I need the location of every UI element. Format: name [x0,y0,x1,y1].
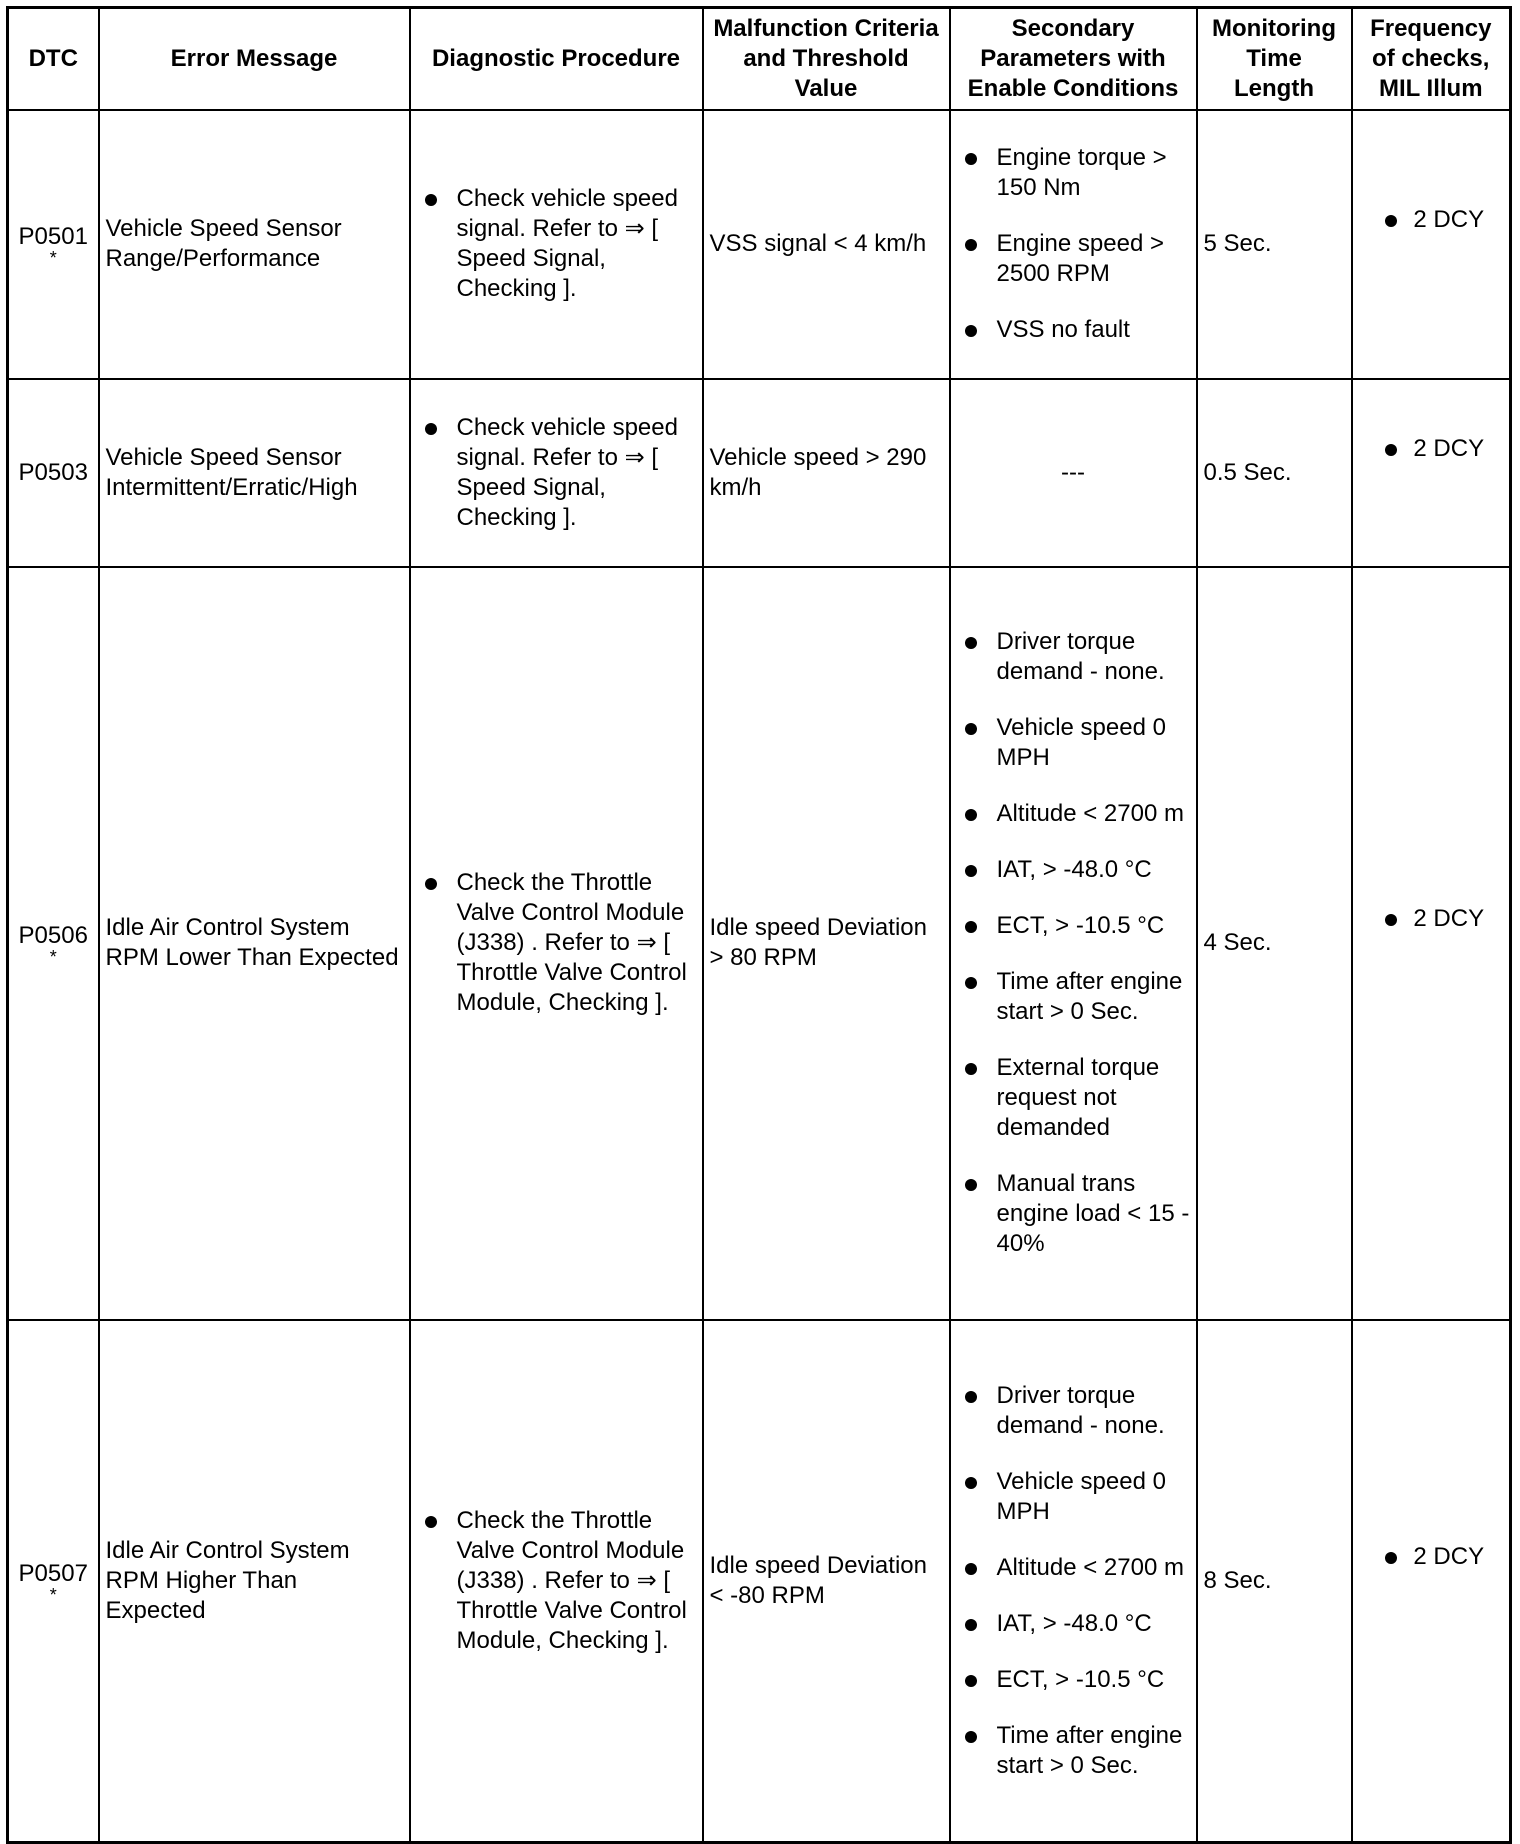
list-item [957,1467,1190,1527]
frequency: 2 DCY [1413,206,1485,233]
list-item [957,1553,1190,1583]
header-diagnostic-procedure: Diagnostic Procedure [410,8,703,110]
list-item [957,1381,1190,1441]
list-item [957,911,1190,941]
frequency: 2 DCY [1413,434,1485,462]
parameter: Engine speed > 2500 RPM [996,230,1164,287]
parameter: IAT, > -48.0 °C [996,856,1152,883]
header-malfunction-criteria: Malfunction Criteria and Threshold Value [703,8,950,110]
bullet-icon [965,1179,977,1191]
list-item [957,799,1190,829]
monitoring-time: 8 Sec. [1197,1320,1352,1843]
list-item [957,855,1190,885]
malfunction-criteria: Idle speed Deviation < -80 RPM [703,1320,950,1843]
parameter: Time after engine start > 0 Sec. [996,1721,1183,1779]
list-item [417,413,696,533]
parameter: Time after engine start > 0 Sec. [996,968,1183,1025]
list-item [957,1053,1190,1143]
header-error-message: Error Message [99,8,410,110]
list-item [957,315,1190,345]
dtc-code: P0503 [18,458,88,486]
header-row [8,8,1511,110]
bullet-icon [1385,1552,1397,1564]
monitoring-time: 5 Sec. [1197,110,1352,379]
parameter: Altitude < 2700 m [996,800,1184,827]
list-item [1377,904,1484,934]
parameter: VSS no fault [996,316,1130,343]
parameter: Vehicle speed 0 MPH [996,1467,1166,1525]
frequency-cell [1352,567,1511,1320]
dtc-code: P0506 [18,922,88,949]
bullet-icon [425,194,437,206]
list-item [957,1169,1190,1259]
bullet-icon [425,423,437,435]
parameter: ECT, > -10.5 °C [996,912,1165,939]
list-item [957,143,1190,203]
list-item [1377,1542,1484,1572]
error-message: Vehicle Speed Sensor Range/Performance [99,110,410,379]
dtc-mark: * [49,947,57,967]
parameter: Vehicle speed 0 MPH [996,714,1166,771]
bullet-icon [965,865,977,877]
list-item [957,1721,1190,1781]
header-monitoring-time: Monitoring Time Length [1197,8,1352,110]
dtc-code: P0507 [18,1559,88,1587]
dtc-mark: * [49,1584,57,1605]
header-dtc: DTC [8,8,99,110]
table-row [8,1320,1511,1843]
dtc-code: P0501 [18,223,88,250]
frequency-cell [1352,110,1511,379]
frequency: 2 DCY [1413,905,1485,932]
list-item [957,967,1190,1027]
dtc-code-cell [8,110,99,379]
diagnostic-procedure-cell [410,379,703,567]
bullet-icon [965,921,977,933]
frequency-cell [1352,379,1511,567]
bullet-icon [965,153,977,165]
dtc-mark: * [49,248,57,268]
secondary-parameters-cell [950,1320,1197,1843]
malfunction-criteria: Vehicle speed > 290 km/h [703,379,950,567]
list-item [417,868,696,1018]
bullet-icon [965,1063,977,1075]
bullet-icon [1385,444,1397,456]
monitoring-time: 0.5 Sec. [1197,379,1352,567]
bullet-icon [1385,914,1397,926]
table-row [8,567,1511,1320]
parameter: Altitude < 2700 m [996,1553,1184,1581]
bullet-icon [425,1516,437,1528]
bullet-icon [965,239,977,251]
table-row [8,379,1511,567]
bullet-icon [965,977,977,989]
dtc-code-cell [8,379,99,567]
parameter: Manual trans engine load < 15 - 40% [996,1170,1190,1257]
list-item [957,1609,1190,1639]
bullet-icon [965,1563,977,1575]
malfunction-criteria: VSS signal < 4 km/h [703,110,950,379]
secondary-parameters-cell [950,567,1197,1320]
dtc-table [6,6,1512,1844]
malfunction-criteria: Idle speed Deviation > 80 RPM [703,567,950,1320]
bullet-icon [965,1731,977,1743]
monitoring-time: 4 Sec. [1197,567,1352,1320]
list-item [417,1506,696,1656]
diagnostic-procedure: Check vehicle speed signal. Refer to ⇒ [ Speed Signal, Checking ]. [456,413,678,531]
bullet-icon [965,1391,977,1403]
diagnostic-procedure-cell [410,110,703,379]
bullet-icon [965,1675,977,1687]
dtc-code-cell [8,567,99,1320]
bullet-icon [965,723,977,735]
table-row [8,110,1511,379]
bullet-icon [965,1619,977,1631]
diagnostic-procedure-cell [410,567,703,1320]
list-item [957,1665,1190,1695]
secondary-parameters-cell [950,110,1197,379]
bullet-icon [965,325,977,337]
list-item [957,627,1190,687]
list-item [1377,434,1484,464]
parameter: Driver torque demand - none. [996,1381,1165,1439]
header-frequency: Frequency of checks, MIL Illum [1352,8,1511,110]
diagnostic-procedure: Check the Throttle Valve Control Module (J338) . Refer to ⇒ [ Throttle Valve Control Module, Checking ]. [456,1506,687,1654]
parameter: Driver torque demand - none. [996,628,1165,685]
list-item [957,229,1190,289]
dtc-code-cell [8,1320,99,1843]
header-secondary-parameters: Secondary Parameters with Enable Conditions [950,8,1197,110]
error-message: Idle Air Control System RPM Higher Than Expected [99,1320,410,1843]
parameter: Engine torque > 150 Nm [996,144,1167,201]
parameter: External torque request not demanded [996,1054,1160,1141]
diagnostic-procedure: Check vehicle speed signal. Refer to ⇒ [ Speed Signal, Checking ]. [456,185,678,302]
bullet-icon [425,878,437,890]
list-item [957,713,1190,773]
bullet-icon [965,1477,977,1489]
bullet-icon [1385,215,1397,227]
parameter: ECT, > -10.5 °C [996,1665,1165,1693]
bullet-icon [965,637,977,649]
bullet-icon [965,809,977,821]
list-item [417,184,696,304]
frequency-cell [1352,1320,1511,1843]
error-message: Vehicle Speed Sensor Intermittent/Erratic/High [99,379,410,567]
parameter: IAT, > -48.0 °C [996,1609,1152,1637]
list-item [1377,205,1484,235]
diagnostic-procedure: Check the Throttle Valve Control Module (J338) . Refer to ⇒ [ Throttle Valve Control Module, Checking ]. [456,869,687,1016]
error-message: Idle Air Control System RPM Lower Than Expected [99,567,410,1320]
frequency: 2 DCY [1413,1542,1485,1570]
secondary-parameters: --- [950,379,1197,567]
diagnostic-procedure-cell [410,1320,703,1843]
